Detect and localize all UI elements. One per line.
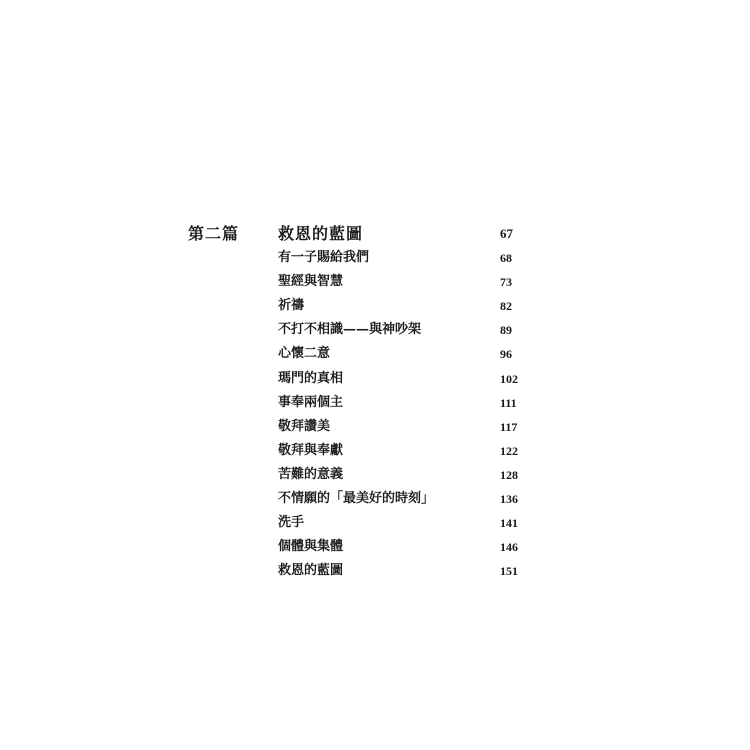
toc-entry-page: 96 — [500, 347, 512, 362]
toc-entry — [278, 560, 538, 584]
toc-entry-page: 136 — [500, 492, 518, 507]
toc-entry-page: 73 — [500, 275, 512, 290]
toc-entry-title: 祈禱 — [278, 298, 305, 314]
toc-entry-title: 救恩的藍圖 — [278, 224, 364, 243]
toc-entry-page: 82 — [500, 299, 512, 314]
toc-entry-page: 102 — [500, 371, 518, 386]
toc-entry-page: 89 — [500, 323, 512, 338]
toc-entry-title: 不打不相識——與神吵架 — [278, 322, 422, 338]
toc-entry-page: 117 — [500, 419, 518, 434]
toc-entry — [278, 223, 538, 247]
toc-entry-title: 救恩的藍圖 — [278, 563, 344, 579]
table-of-contents — [278, 223, 538, 584]
toc-entry-page: 68 — [500, 251, 512, 266]
toc-entry-page: 128 — [500, 467, 518, 482]
toc-entry — [278, 392, 538, 416]
toc-entry-page: 151 — [500, 564, 518, 579]
toc-entry — [278, 319, 538, 343]
toc-entry — [278, 343, 538, 367]
toc-entry-page: 111 — [500, 395, 517, 410]
toc-entry-title: 個體與集體 — [278, 539, 344, 555]
toc-entry-page: 67 — [500, 226, 513, 241]
toc-entry — [278, 512, 538, 536]
toc-entry — [278, 368, 538, 392]
part-label: 第二篇 — [188, 224, 240, 243]
toc-entry — [278, 488, 538, 512]
toc-entry — [278, 464, 538, 488]
toc-entry-page: 122 — [500, 443, 518, 458]
toc-entry-title: 事奉兩個主 — [278, 394, 344, 410]
toc-entry — [278, 247, 538, 271]
toc-entry — [278, 440, 538, 464]
toc-entry — [278, 271, 538, 295]
toc-entry — [278, 536, 538, 560]
toc-entry-title: 有一子賜給我們 — [278, 250, 370, 266]
toc-entry-title: 心懷二意 — [278, 346, 331, 362]
toc-entry — [278, 295, 538, 319]
toc-entry-page: 141 — [500, 516, 518, 531]
toc-entry-title: 洗手 — [278, 515, 305, 531]
toc-entry-title: 不情願的「最美好的時刻」 — [278, 491, 435, 507]
toc-entry-title: 瑪門的真相 — [278, 370, 344, 386]
toc-entry-title: 聖經與智慧 — [278, 274, 344, 290]
toc-entry — [278, 416, 538, 440]
toc-entry-title: 敬拜與奉獻 — [278, 442, 344, 458]
toc-entry-title: 苦難的意義 — [278, 466, 344, 482]
toc-entry-title: 敬拜讚美 — [278, 418, 331, 434]
toc-entry-page: 146 — [500, 540, 518, 555]
